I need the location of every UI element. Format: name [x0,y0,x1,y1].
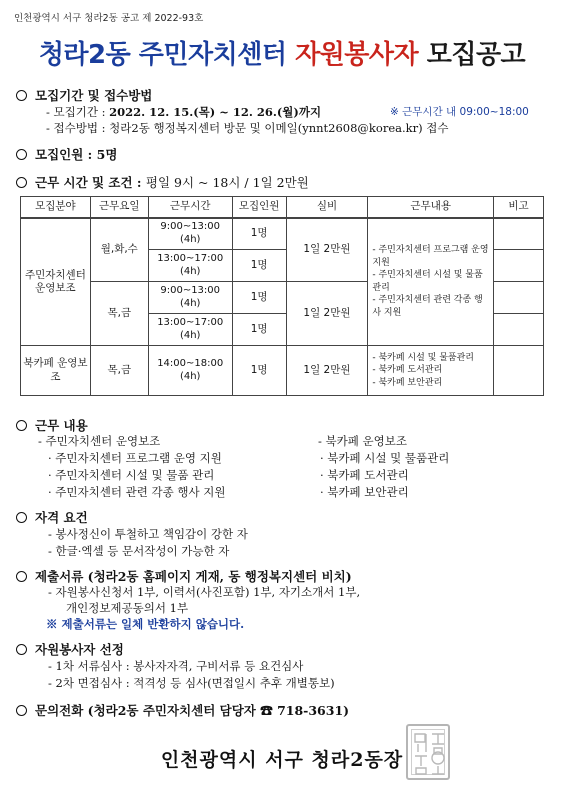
circle-bullet-icon [16,90,27,101]
section-duties [16,416,88,434]
time-cell [148,282,232,314]
conditions-detail: 평일 9시 ~ 18시 / 1일 2만원 [145,175,309,190]
official-seal [406,724,450,780]
duty-cell [368,346,494,396]
section-documents [16,567,352,585]
count-cell: 1명 [232,346,286,396]
title-part-1: 청라2동 주민자치센터 [38,40,296,70]
period-label: - 모집기간 : [46,105,110,119]
qualification-item: - 한글·엑셀 등 문서작성이 가능한 자 [48,544,230,558]
section-heading: 자원봉사자 선정 [35,642,124,657]
days-cell: 월,화,수 [90,218,148,282]
page-title [0,34,564,71]
title-part-2: 자원봉사자 [295,40,419,70]
section-heading: 근무 내용 [35,418,88,433]
notice-number: 인천광역시 서구 청라2동 공고 제 2022-93호 [14,13,204,24]
section-recruit-period [16,86,152,104]
time-hours: (4h) [179,329,201,341]
duties-right-item: · 북카페 보안관리 [320,485,409,499]
method-value: 청라2동 행정복지센터 방문 및 이메일(ynnt2608@korea.kr) 접수 [109,121,449,135]
section-heading: 문의전화 (청라2동 주민자치센터 담당자 ☎ 718-3631) [35,703,350,718]
selection-item: - 2차 면접심사 : 적격성 등 심사(면접일시 추후 개별통보) [48,676,335,690]
time-hours: (4h) [179,370,201,382]
selection-item: - 1차 서류심사 : 봉사자자격, 구비서류 등 요건심사 [48,659,304,673]
remark-cell [494,346,544,396]
section-heading: 근무 시간 및 조건 : [35,175,146,190]
table-row [21,218,544,250]
remark-cell [494,282,544,314]
header-cell: 실비 [286,197,368,218]
header-cell: 모집분야 [21,197,91,218]
section-headcount [16,145,117,163]
circle-bullet-icon [16,644,27,655]
count-cell: 1명 [232,314,286,346]
hours-note-text: ※ 근무시간 내 09:00~18:00 [390,106,529,118]
time-range: 13:00~17:00 [157,253,224,264]
section-heading: 모집기간 및 접수방법 [35,88,153,103]
duties-right-title: - 북카페 운영보조 [318,434,407,448]
duty-item: - 북카페 보안관리 [372,377,443,388]
section-heading: 모집인원 : 5명 [35,147,118,162]
circle-bullet-icon [16,705,27,716]
time-hours: (4h) [179,265,201,277]
time-hours: (4h) [179,297,201,309]
section-heading: 제출서류 (청라2동 홈페이지 게재, 동 행정복지센터 비치) [35,569,352,584]
duties-left-title: - 주민자치센터 운영보조 [38,434,161,448]
period-value: 2022. 12. 15.(목) ~ 12. 26.(월)까지 [109,105,322,119]
circle-bullet-icon [16,512,27,523]
circle-bullet-icon [16,177,27,188]
header-cell: 비고 [494,197,544,218]
section-contact [16,701,349,719]
qualification-item: - 봉사정신이 투철하고 책임감이 강한 자 [48,527,248,541]
section-qualifications [16,508,88,526]
days-cell: 목,금 [90,346,148,396]
duty-item: - 주민자치센터 시설 및 물품관리 [372,270,483,293]
count-cell: 1명 [232,218,286,250]
pay-cell: 1일 2만원 [286,282,368,346]
time-cell [148,250,232,282]
pay-cell: 1일 2만원 [286,346,368,396]
time-range: 9:00~13:00 [160,285,221,296]
field-cell: 북카페 운영보조 [21,346,91,396]
remark-cell [494,250,544,282]
circle-bullet-icon [16,420,27,431]
time-cell [148,314,232,346]
documents-line: 개인정보제공동의서 1부 [66,601,189,615]
time-cell [148,218,232,250]
pay-cell: 1일 2만원 [286,218,368,282]
recruit-period-line [46,104,321,120]
remark-cell [494,218,544,250]
method-label: - 접수방법 : [46,121,110,135]
table-row [21,346,544,396]
seal-stamp-icon [412,730,448,778]
section-heading: 자격 요건 [35,510,88,525]
method-line [46,120,448,136]
section-conditions [16,173,309,191]
field-cell: 주민자치센터 운영보조 [21,218,91,346]
count-cell: 1명 [232,250,286,282]
duty-item: - 북카페 시설 및 물품관리 [372,352,475,363]
issuer-signature: 인천광역시 서구 청라2동장 [160,749,404,771]
circle-bullet-icon [16,571,27,582]
duties-left-item: · 주민자치센터 관련 각종 행사 지원 [48,485,226,499]
duties-right-item: · 북카페 시설 및 물품관리 [320,451,450,465]
duties-right-item: · 북카페 도서관리 [320,468,409,482]
circle-bullet-icon [16,149,27,160]
duty-item: - 주민자치센터 관련 각종 행사 지원 [372,295,483,318]
documents-note: ※ 제출서류는 일체 반환하지 않습니다. [46,617,245,631]
header-cell: 근무시간 [148,197,232,218]
remark-cell [494,314,544,346]
documents-line: - 자원봉사신청서 1부, 이력서(사진포함) 1부, 자기소개서 1부, [48,585,361,599]
time-range: 14:00~18:00 [157,358,224,369]
time-range: 9:00~13:00 [160,221,221,233]
time-cell [148,346,232,396]
duties-left-item: · 주민자치센터 프로그램 운영 지원 [48,451,222,465]
duty-item: - 북카페 도서관리 [372,365,443,376]
time-hours: (4h) [179,233,201,245]
duty-item: - 주민자치센터 프로그램 운영지원 [372,244,489,268]
work-schedule-table [20,196,544,396]
time-range: 13:00~17:00 [157,317,224,328]
days-cell: 목,금 [90,282,148,346]
header-cell: 모집인원 [232,197,286,218]
hours-note [390,104,529,119]
duty-cell [368,218,494,346]
header-cell: 근무요일 [90,197,148,218]
title-part-3: 모집공고 [418,40,526,70]
count-cell: 1명 [232,282,286,314]
header-cell: 근무내용 [368,197,494,218]
table-header-row [21,197,544,218]
duties-left-item: · 주민자치센터 시설 및 물품 관리 [48,468,215,482]
section-selection [16,640,124,658]
